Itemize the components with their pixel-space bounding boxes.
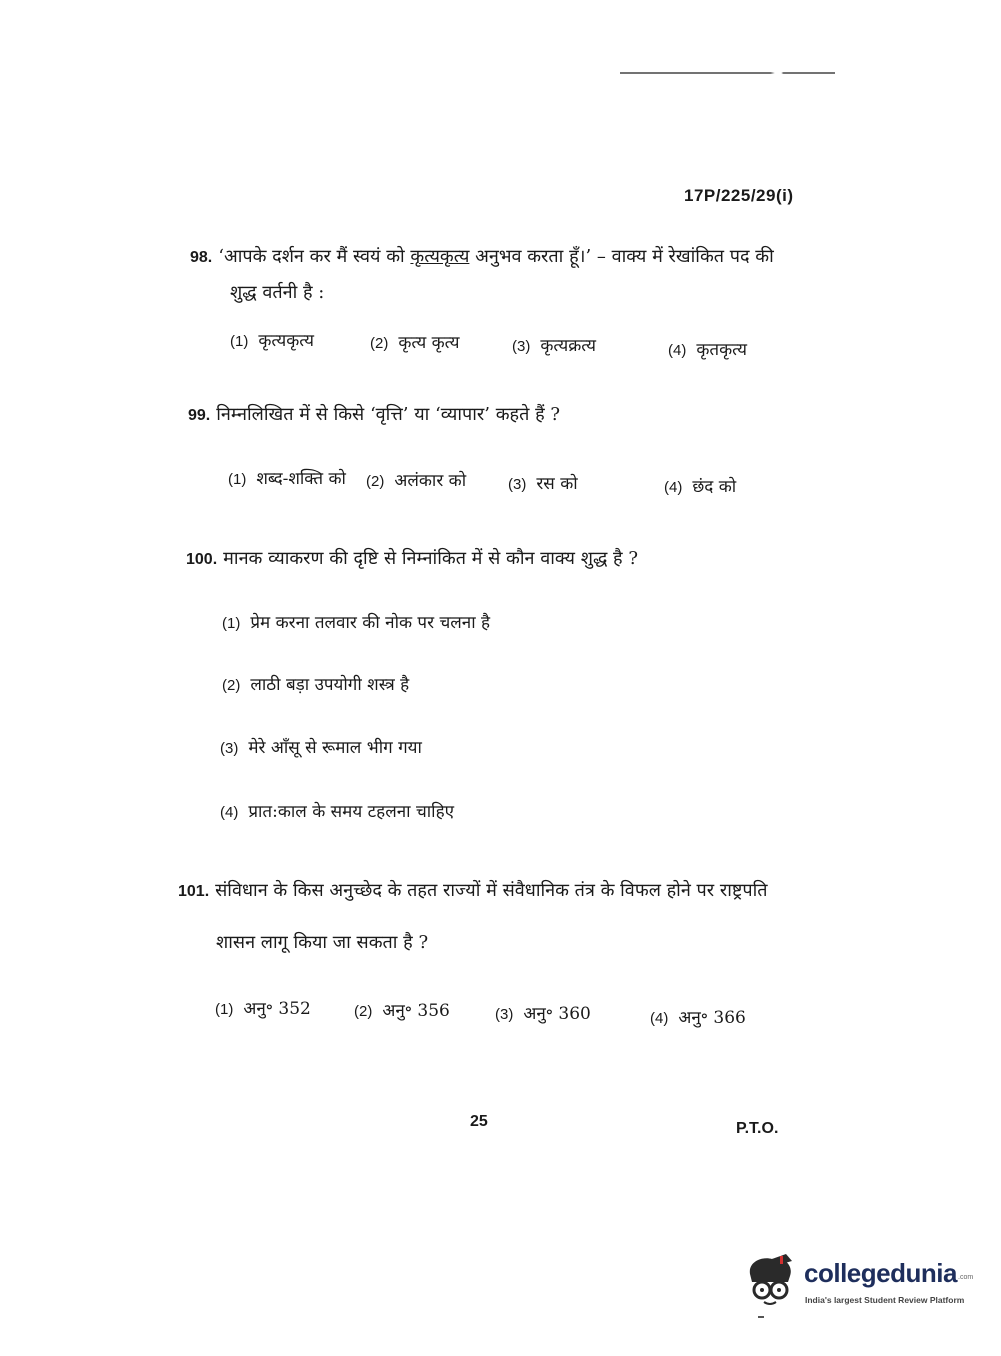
- option-100-3: (3) मेरे आँसू से रूमाल भीग गया: [220, 738, 422, 758]
- question-99: [188, 400, 560, 431]
- option-98-2: (2) कृत्य कृत्य: [370, 333, 460, 353]
- option-101-1: (1) अनु॰ 352: [215, 999, 311, 1019]
- question-text: मानक व्याकरण की दृष्टि से निम्नांकित में से कौन वाक्य शुद्ध है ?: [223, 548, 638, 569]
- option-100-4: (4) प्रात:काल के समय टहलना चाहिए: [220, 802, 454, 822]
- brand-name: collegedunia: [804, 1258, 957, 1288]
- question-text-before: ‘आपके दर्शन कर मैं स्वयं को: [218, 246, 411, 267]
- brand-tagline: India's largest Student Review Platform: [805, 1295, 965, 1305]
- question-number: 98.: [190, 249, 213, 266]
- option-101-3: (3) अनु॰ 360: [495, 1004, 591, 1024]
- question-number: 99.: [188, 407, 211, 424]
- top-scan-line: [620, 72, 835, 74]
- option-101-2: (2) अनु॰ 356: [354, 1001, 450, 1021]
- option-98-4: (4) कृतकृत्य: [668, 340, 747, 360]
- pto-label: P.T.O.: [736, 1120, 779, 1137]
- question-number: 101.: [178, 883, 210, 900]
- question-text: संविधान के किस अनुच्छेद के तहत राज्यों में संवैधानिक तंत्र के विफल होने पर राष्ट्रपति: [215, 880, 768, 901]
- question-101: [178, 876, 818, 907]
- question-text: निम्नलिखित में से किसे ‘वृत्ति’ या ‘व्यापार’ कहते हैं ?: [216, 404, 561, 425]
- underlined-word: कृत्यकृत्य: [410, 246, 470, 267]
- option-98-3: (3) कृत्यक्रत्य: [512, 336, 597, 356]
- option-99-1: (1) शब्द-शक्ति को: [228, 469, 346, 489]
- paper-code: 17P/225/29(i): [684, 186, 794, 205]
- question-100: [186, 544, 638, 575]
- option-100-2: (2) लाठी बड़ा उपयोगी शस्त्र है: [222, 675, 410, 695]
- mascot-logo-icon: [742, 1252, 798, 1308]
- option-101-4: (4) अनु॰ 366: [650, 1008, 746, 1028]
- question-101-line2: शासन लागू किया जा सकता है ?: [216, 932, 429, 953]
- question-text-after: अनुभव करता हूँ।’ – वाक्य में रेखांकित पद की: [469, 246, 774, 267]
- question-98-line2: शुद्ध वर्तनी है :: [230, 282, 325, 303]
- option-99-2: (2) अलंकार को: [366, 471, 467, 491]
- option-99-4: (4) छंद को: [664, 477, 737, 497]
- option-99-3: (3) रस को: [508, 474, 578, 494]
- question-number: 100.: [186, 551, 218, 568]
- page-number: 25: [470, 1113, 488, 1130]
- question-98: [190, 242, 830, 273]
- option-100-1: (1) प्रेम करना तलवार की नोक पर चलना है: [222, 613, 491, 633]
- brand-dotcom: .com: [958, 1274, 974, 1281]
- scan-mark: [758, 1316, 764, 1318]
- collegedunia-brand: [742, 1250, 972, 1312]
- option-98-1: (1) कृत्यकृत्य: [230, 331, 315, 351]
